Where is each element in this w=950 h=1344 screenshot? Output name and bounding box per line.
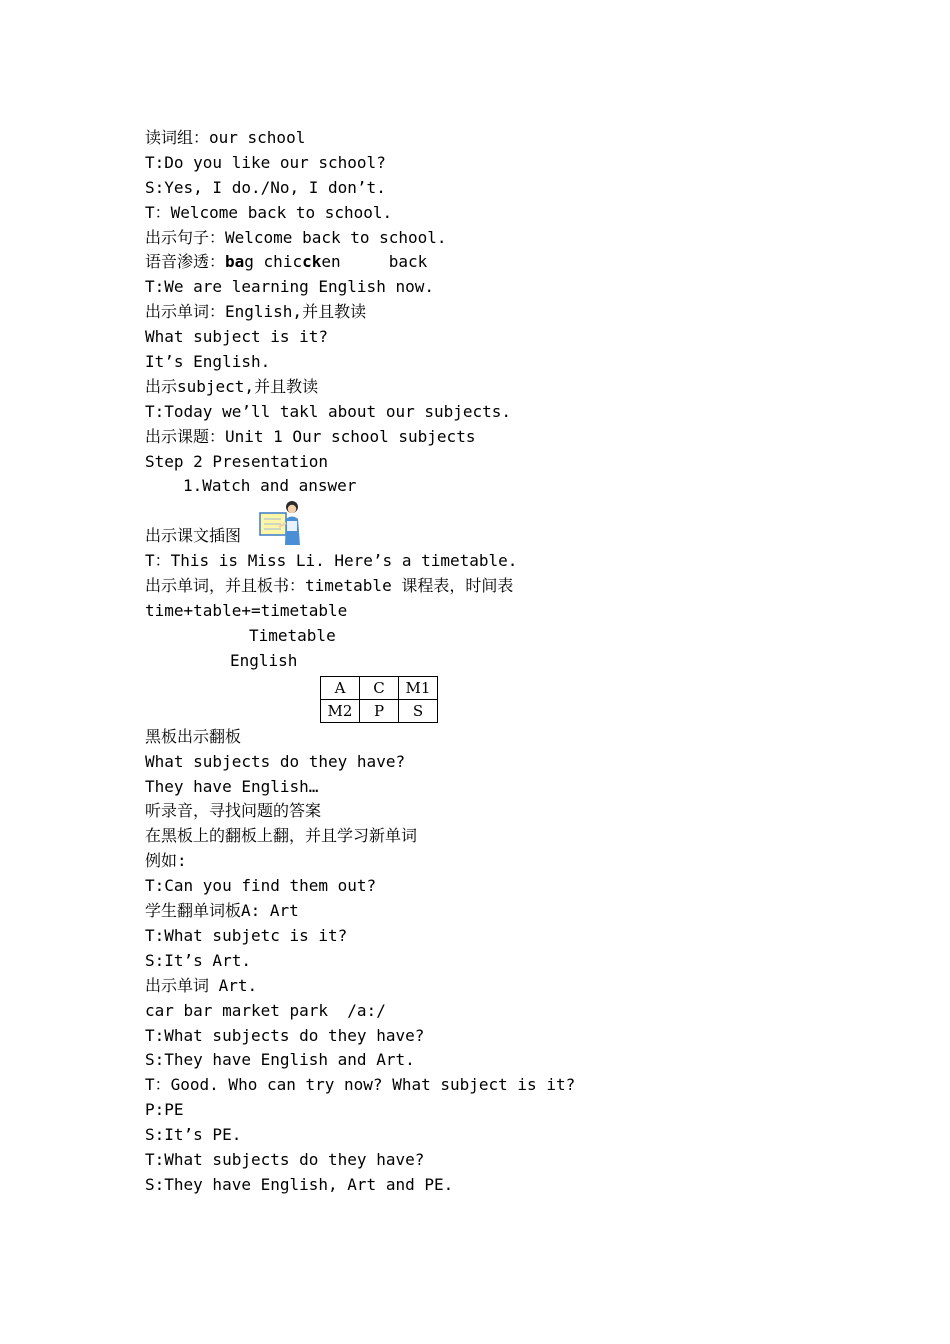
text-line: S:They have English and Art.	[145, 1050, 415, 1070]
table-cell: M1	[399, 676, 438, 699]
table-cell: S	[399, 699, 438, 722]
table-row	[321, 699, 438, 722]
text-line: T：Good. Who can try now? What subject is it?	[145, 1075, 576, 1095]
text-line: P:PE	[145, 1100, 184, 1120]
english-label: English	[230, 650, 298, 670]
text-line: 学生翻单词板A: Art	[145, 901, 299, 921]
table-cell: P	[360, 699, 399, 722]
text-line: Step 2 Presentation	[145, 451, 329, 471]
phonics-prefix: 语音渗透：	[145, 252, 226, 272]
text-line: T:What subjects do they have?	[145, 1025, 425, 1045]
table-cell: A	[321, 676, 360, 699]
text-line: time+table+=timetable	[145, 601, 348, 621]
text-line: T:Can you find them out?	[145, 876, 377, 896]
text-line: What subjects do they have?	[145, 751, 406, 771]
text-line: T：This is Miss Li. Here’s a timetable.	[145, 551, 518, 571]
table-row	[321, 676, 438, 699]
text-line: S:It’s PE.	[145, 1125, 242, 1145]
text-line: 在黑板上的翻板上翻，并且学习新单词	[145, 826, 418, 846]
phonics-line	[145, 250, 845, 275]
text-line: 出示课题：Unit 1 Our school subjects	[145, 426, 476, 446]
watch-and-answer-item: 1.Watch and answer	[183, 476, 357, 496]
timetable-grid	[320, 676, 438, 723]
text-line: 黑板出示翻板	[145, 726, 242, 746]
text-line: 出示单词：English,并且教读	[145, 302, 367, 322]
text-line: 听录音，寻找问题的答案	[145, 801, 322, 821]
text-line: T：Welcome back to school.	[145, 202, 393, 222]
text-line: 出示单词 Art.	[145, 975, 258, 995]
text-line: 出示单词，并且板书：timetable 课程表，时间表	[145, 576, 514, 596]
lesson-plan-page	[145, 126, 845, 1198]
timetable-title: Timetable	[249, 626, 336, 646]
table-cell: M2	[321, 699, 360, 722]
text-line: S:It’s Art.	[145, 950, 251, 970]
text-line: It’s English.	[145, 352, 271, 372]
illustration-caption: 出示课文插图	[145, 526, 242, 546]
text-line: T:Today we’ll takl about our subjects.	[145, 401, 512, 421]
phonics-text: g chic	[244, 252, 303, 272]
text-line: S:They have English, Art and PE.	[145, 1174, 454, 1194]
text-line: car bar market park /a:/	[145, 1000, 386, 1020]
text-line: 读词组：our school	[145, 128, 306, 147]
illustration-line	[145, 499, 845, 549]
phonics-text: en back	[321, 252, 428, 272]
teacher-illustration-icon	[259, 499, 303, 545]
phonics-bold: ck	[302, 252, 322, 272]
text-line: T:What subjects do they have?	[145, 1149, 425, 1169]
text-line: T:What subjetc is it?	[145, 925, 348, 945]
text-line: 例如:	[145, 851, 187, 871]
table-cell: C	[360, 676, 399, 699]
text-line: 出示句子：Welcome back to school.	[145, 227, 447, 247]
phonics-bold: ba	[225, 252, 245, 272]
text-line: S:Yes, I do./No, I don’t.	[145, 177, 386, 197]
text-line: They have English…	[145, 776, 319, 796]
text-line: What subject is it?	[145, 327, 329, 347]
text-line: T:Do you like our school?	[145, 152, 386, 172]
text-line: T:We are learning English now.	[145, 277, 434, 297]
text-line: 出示subject,并且教读	[145, 376, 319, 396]
